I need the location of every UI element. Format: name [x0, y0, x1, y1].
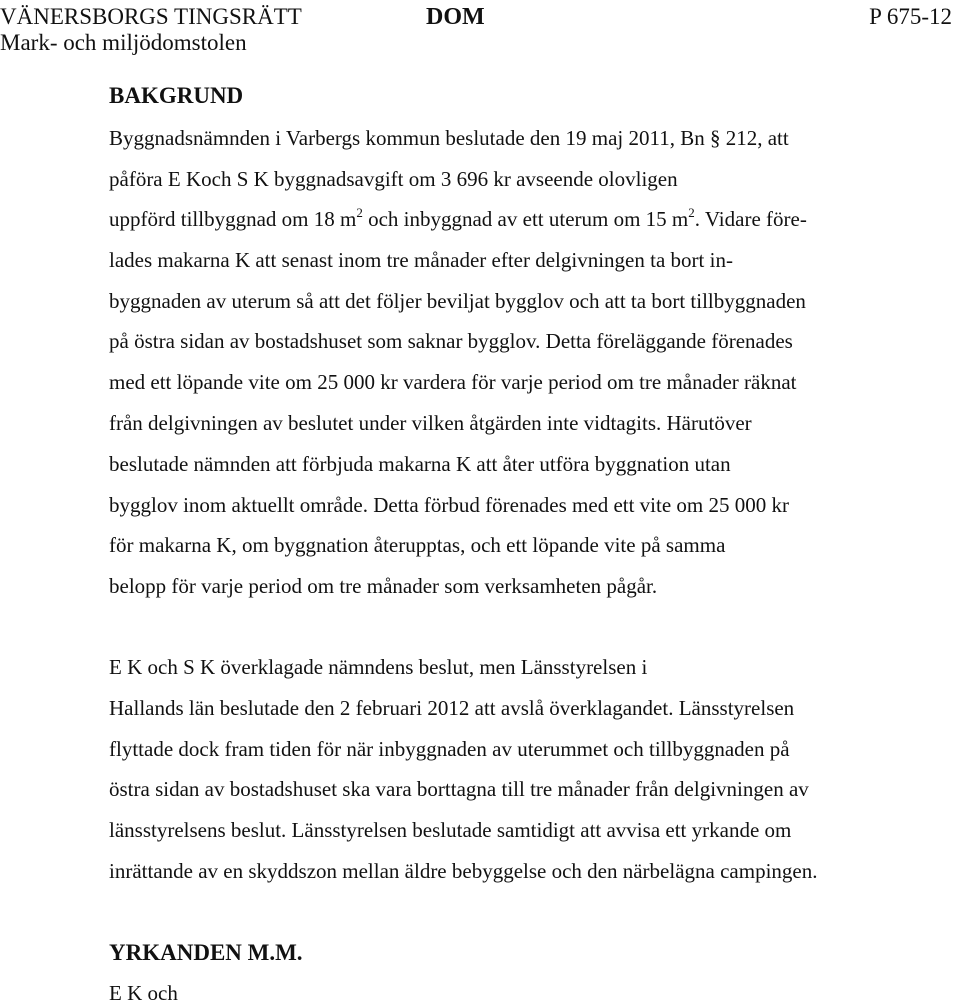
text-line: östra sidan av bostadshuset ska vara borttagna till tre månader från delgivningen av [109, 777, 809, 801]
text-line: lades makarna K att senast inom tre månader efter delgivningen ta bort in- [109, 248, 733, 272]
text-line: på östra sidan av bostadshuset som saknar bygglov. Detta föreläggande förenades [109, 329, 793, 353]
text-line: E K och [109, 981, 178, 1005]
text-line: byggnaden av uterum så att det följer beviljat bygglov och att ta bort tillbyggnaden [109, 289, 806, 313]
text-line: inrättande av en skyddszon mellan äldre bebyggelse och den närbelägna campingen. [109, 859, 818, 883]
superscript: 2 [688, 205, 695, 220]
text-line: bygglov inom aktuellt område. Detta förbud förenades med ett vite om 25 000 kr [109, 493, 789, 517]
text-segment: uppförd tillbyggnad om 18 m [109, 207, 357, 231]
text-line: länsstyrelsens beslut. Länsstyrelsen beslutade samtidigt att avvisa ett yrkande om [109, 818, 792, 842]
text-segment: och inbyggnad av ett uterum om 15 m [362, 207, 689, 231]
text-line: E K och S K överklagade nämndens beslut, men Länsstyrelsen i [109, 655, 648, 679]
text-line: från delgivningen av beslutet under vilken åtgärden inte vidtagits. Härutöver [109, 411, 752, 435]
text-line: flyttade dock fram tiden för när inbyggnaden av uterummet och tillbyggnaden på [109, 737, 790, 761]
section-heading: YRKANDEN M.M. [109, 940, 303, 965]
court-division: Mark- och miljödomstolen [0, 30, 247, 55]
text-line: Hallands län beslutade den 2 februari 2012 att avslå överklagandet. Länsstyrelsen [109, 696, 795, 720]
section-heading: BAKGRUND [109, 83, 244, 108]
court-name: VÄNERSBORGS TINGSRÄTT [0, 4, 302, 29]
case-number: P 675-12 [869, 4, 952, 29]
text-line: Byggnadsnämnden i Varbergs kommun beslutade den 19 maj 2011, Bn § 212, att [109, 126, 789, 150]
text-line [109, 206, 807, 232]
text-line: för makarna K, om byggnation återupptas, och ett löpande vite på samma [109, 533, 726, 557]
text-line: beslutade nämnden att förbjuda makarna K att åter utföra byggnation utan [109, 452, 731, 476]
text-line: påföra E Koch S K byggnadsavgift om 3 696 kr avseende olovligen [109, 167, 678, 191]
text-line: belopp för varje period om tre månader som verksamheten pågår. [109, 574, 658, 598]
superscript: 2 [356, 205, 363, 220]
document-type: DOM [426, 4, 485, 30]
text-line: med ett löpande vite om 25 000 kr vardera för varje period om tre månader räknat [109, 370, 797, 394]
text-segment: . Vidare före- [694, 207, 807, 231]
